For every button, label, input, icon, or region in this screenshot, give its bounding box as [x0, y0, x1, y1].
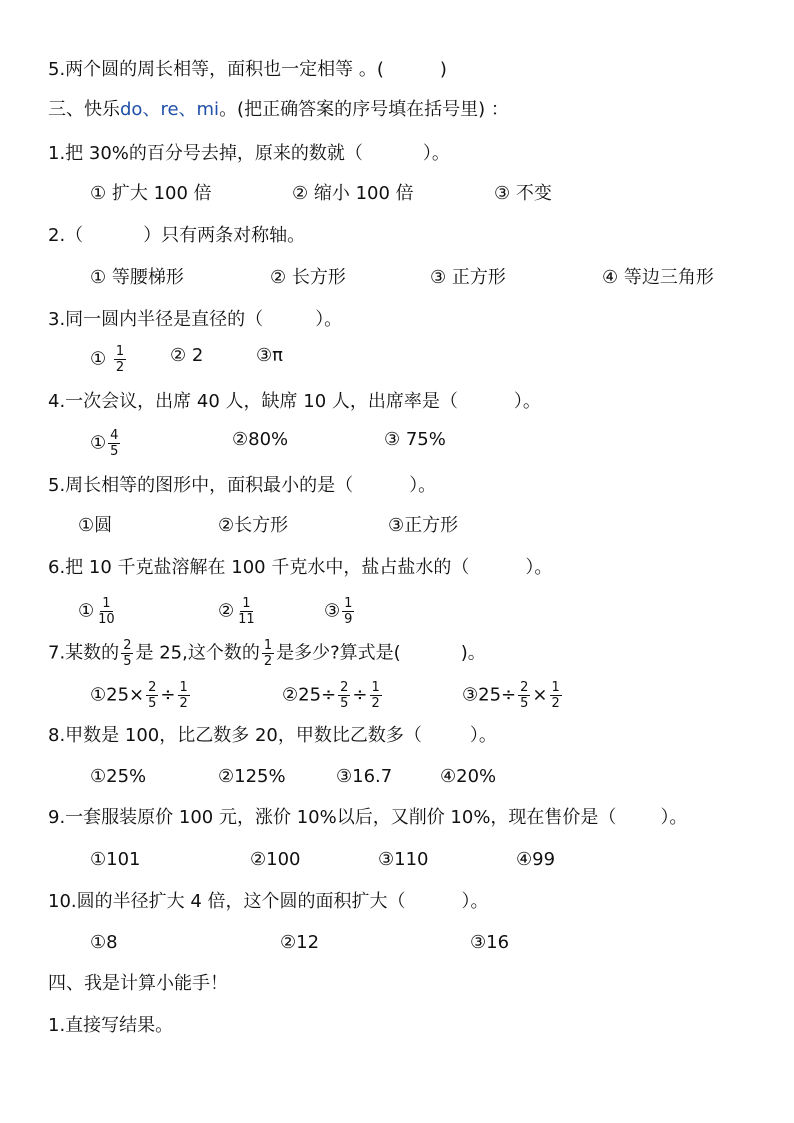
question-7-option-3[interactable]: ③25÷ $\frac{2}{5}$ × $\frac{1}{2}$ — [462, 680, 560, 711]
question-6-option-1[interactable]: ① $\frac{1}{10}$ — [78, 596, 115, 627]
question-5-stem: 5.周长相等的图形中，面积最小的是（ ）。 — [48, 475, 437, 496]
prev-question-5: 5.两个圆的周长相等，面积也一定相等 。( ) — [48, 59, 447, 80]
section-3-heading: 三、快乐do、re、mi。(把正确答案的序号填在括号里) ： — [48, 99, 509, 120]
fraction: $\frac{2}{5}$ — [520, 680, 529, 711]
question-2-option-3[interactable]: ③ 正方形 — [430, 267, 506, 288]
question-4-option-3[interactable]: ③ 75% — [384, 429, 446, 450]
question-2-stem: 2.（ ）只有两条对称轴。 — [48, 225, 306, 246]
question-8-option-1[interactable]: ①25% — [90, 766, 147, 787]
question-10-stem: 10.圆的半径扩大 4 倍，这个圆的面积扩大（ ）。 — [48, 891, 489, 912]
question-1-option-2[interactable]: ② 缩小 100 倍 — [292, 183, 414, 204]
question-9-option-3[interactable]: ③110 — [378, 849, 429, 870]
fraction: $\frac{1}{2}$ — [115, 344, 125, 375]
question-3-option-2[interactable]: ② 2 — [170, 345, 204, 366]
question-6-option-2[interactable]: ② $\frac{1}{11}$ — [218, 596, 255, 627]
question-3-option-3[interactable]: ③π — [256, 345, 283, 366]
question-7-option-1[interactable]: ①25× $\frac{2}{5}$ ÷ $\frac{1}{2}$ — [90, 680, 188, 711]
fraction: $\frac{1}{9}$ — [344, 596, 353, 627]
fraction: $\frac{1}{2}$ — [179, 680, 188, 711]
section-4-item-1: 1.直接写结果。 — [48, 1015, 174, 1036]
question-8-option-4[interactable]: ④20% — [440, 766, 497, 787]
question-4-option-2[interactable]: ②80% — [232, 429, 289, 450]
question-4-option-1[interactable]: ① $\frac{4}{5}$ — [90, 428, 119, 459]
question-10-option-2[interactable]: ②12 — [280, 932, 320, 953]
question-8-option-3[interactable]: ③16.7 — [336, 766, 393, 787]
question-9-option-2[interactable]: ②100 — [250, 849, 301, 870]
question-1-option-1[interactable]: ① 扩大 100 倍 — [90, 183, 212, 204]
question-8-stem: 8.甲数是 100，比乙数多 20，甲数比乙数多（ ）。 — [48, 725, 497, 746]
question-2-option-4[interactable]: ④ 等边三角形 — [602, 267, 714, 288]
question-9-option-4[interactable]: ④99 — [516, 849, 556, 870]
fraction: $\frac{1}{2}$ — [371, 680, 380, 711]
fraction: $\frac{2}{5}$ — [340, 680, 349, 711]
question-10-option-3[interactable]: ③16 — [470, 932, 510, 953]
question-8-option-2[interactable]: ②125% — [218, 766, 286, 787]
fraction: $\frac{1}{2}$ — [551, 680, 560, 711]
question-1-stem: 1.把 30%的百分号去掉，原来的数就（ ）。 — [48, 143, 450, 164]
question-5-option-3[interactable]: ③正方形 — [388, 515, 459, 536]
question-4-stem: 4.一次会议，出席 40 人，缺席 10 人，出席率是（ ）。 — [48, 391, 541, 412]
fraction: $\frac{2}{5}$ — [148, 680, 157, 711]
question-7-stem: 7.某数的 $\frac{2}{5}$ 是 25,这个数的 $\frac{1}{2}$ 是多少?算式是( )。 — [48, 638, 486, 669]
section-4-heading: 四、我是计算小能手！ — [48, 973, 228, 994]
question-6-stem: 6.把 10 千克盐溶解在 100 千克水中，盐占盐水的（ ）。 — [48, 557, 553, 578]
fraction: $\frac{1}{10}$ — [98, 596, 115, 627]
do-re-mi-text: do、re、mi — [120, 99, 220, 120]
question-1-option-3[interactable]: ③ 不变 — [494, 183, 552, 204]
question-3-option-1[interactable]: ① $\frac{1}{2}$ — [90, 344, 125, 375]
fraction: $\frac{4}{5}$ — [110, 428, 119, 459]
question-9-option-1[interactable]: ①101 — [90, 849, 141, 870]
question-3-stem: 3.同一圆内半径是直径的（ ）。 — [48, 309, 343, 330]
question-6-option-3[interactable]: ③ $\frac{1}{9}$ — [324, 596, 353, 627]
question-9-stem: 9.一套服装原价 100 元，涨价 10%以后，又削价 10%，现在售价是（ ）。 — [48, 807, 688, 828]
fraction: $\frac{2}{5}$ — [123, 638, 132, 669]
question-2-option-2[interactable]: ② 长方形 — [270, 267, 346, 288]
question-2-option-1[interactable]: ① 等腰梯形 — [90, 267, 184, 288]
question-7-option-2[interactable]: ②25÷ $\frac{2}{5}$ ÷ $\frac{1}{2}$ — [282, 680, 380, 711]
fraction: $\frac{1}{2}$ — [263, 638, 273, 669]
question-5-option-1[interactable]: ①圆 — [78, 515, 113, 536]
question-10-option-1[interactable]: ①8 — [90, 932, 118, 953]
fraction: $\frac{1}{11}$ — [238, 596, 255, 627]
question-5-option-2[interactable]: ②长方形 — [218, 515, 289, 536]
